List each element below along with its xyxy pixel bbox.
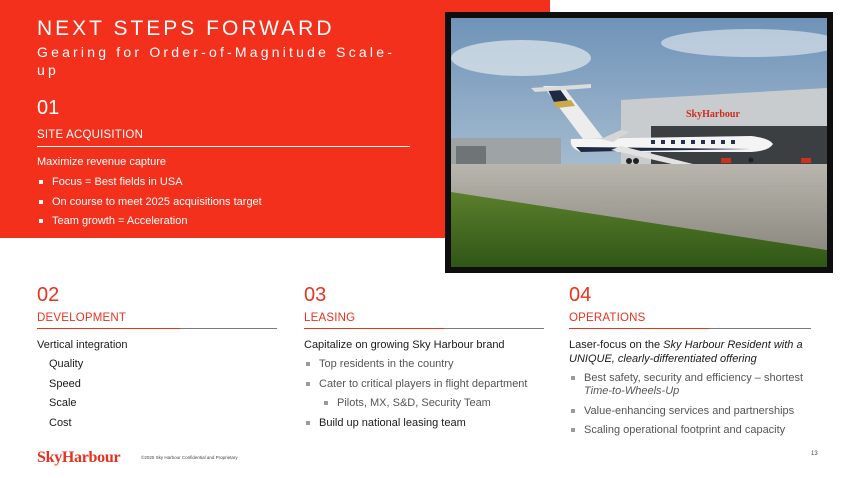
section-02-number: 02 [37,284,60,306]
list-item: Cater to critical players in flight department [304,378,527,391]
list-item: Best safety, security and efficiency – shortest Time-to-Wheels-Up [569,372,824,398]
section-01-divider [37,146,410,147]
section-04-bullets [569,372,824,444]
section-04-number: 04 [569,284,592,306]
list-item: On course to meet 2025 acquisitions target [37,196,262,209]
list-item: Focus = Best fields in USA [37,176,262,189]
slide-title: NEXT STEPS FORWARD [37,17,335,40]
section-02-list [49,358,83,436]
list-item: Scaling operational footprint and capacity [569,424,824,437]
list-item: Quality [49,358,84,370]
section-03-lead: Capitalize on growing Sky Harbour brand [304,339,505,351]
list-item: Pilots, MX, S&D, Security Team [322,397,527,410]
list-item: Top residents in the country [304,358,527,371]
hangar-jet-image [451,18,827,267]
section-04-divider [569,328,811,329]
section-01-heading: SITE ACQUISITION [37,129,144,141]
hangar-sign-text: SkyHarbour [686,109,740,120]
hangar-jet-photo [445,12,833,273]
list-item: Speed [49,377,81,390]
page-number: 13 [811,451,818,457]
section-01-lead: Maximize revenue capture [37,156,167,168]
confidential-note: ©2025 Sky Harbour Confidential and Proprietary [141,455,238,460]
slide-subtitle: Gearing for Order-of-Magnitude Scale-up [37,44,396,78]
section-04-lead: Laser-focus on the Sky Harbour Resident with a UNIQUE, clearly-differentiated offering [569,339,803,365]
section-03-heading: LEASING [304,312,356,324]
list-item: Scale [49,397,77,409]
list-item: Cost [49,416,72,429]
list-item: Build up national leasing team [304,417,527,430]
section-03-bullets [304,358,527,436]
section-04-heading: OPERATIONS [569,312,646,324]
list-item: Team growth = Acceleration [37,215,262,228]
section-03-number: 03 [304,284,327,306]
section-01-number: 01 [37,97,60,119]
list-item: Value-enhancing services and partnerships [569,405,824,418]
section-02-divider [37,328,277,329]
section-02-lead: Vertical integration [37,339,128,351]
section-02-heading: DEVELOPMENT [37,312,127,324]
sky-harbour-logo: SkyHarbour [37,449,121,466]
section-01-bullets [37,176,262,235]
section-03-divider [304,328,544,329]
